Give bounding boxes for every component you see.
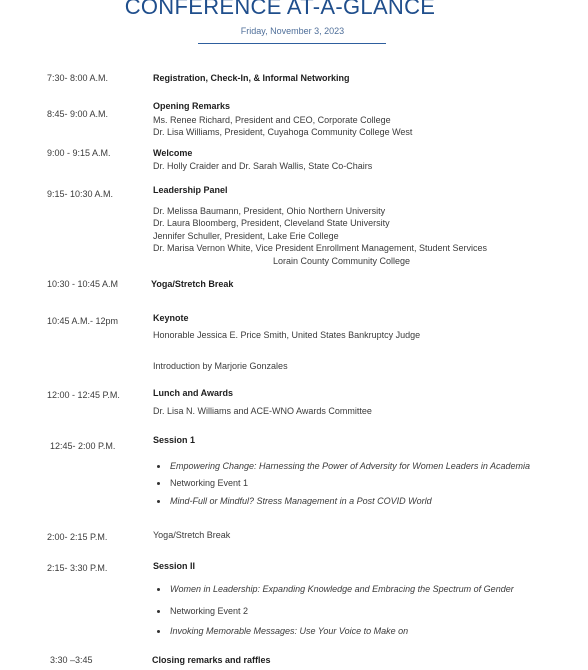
session-title: Leadership Panel [153,185,228,195]
list-item [170,626,408,636]
time: 2:00- 2:15 P.M. [47,532,108,542]
speaker-line: Dr. Marisa Vernon White, Vice President Enrollment Management, Student Services [153,243,487,253]
page-date: Friday, November 3, 2023 [240,26,345,36]
list-item [170,478,248,488]
bullet-icon [157,588,160,591]
list-item-label: Networking Event 2 [170,606,249,616]
time: 12:00 - 12:45 P.M. [47,390,120,400]
time: 3:30 –3:45 [50,655,93,665]
list-item [170,584,514,594]
time: 12:45- 2:00 P.M. [50,441,116,451]
session-title: Keynote [153,313,189,323]
page-title: CONFERENCE AT-A-GLANCE [124,0,436,19]
title-divider [198,43,386,44]
speaker-line: Lorain County Community College [273,256,411,266]
speaker-line: Dr. Holly Craider and Dr. Sarah Wallis, State Co-Chairs [153,161,373,171]
bullet-icon [157,630,160,633]
session-title: Registration, Check-In, & Informal Networking [153,73,350,83]
speaker-line: Dr. Melissa Baumann, President, Ohio Northern University [153,206,386,216]
time: 2:15- 3:30 P.M. [47,563,108,573]
list-item [170,496,432,506]
time: 7:30- 8:00 A.M. [47,73,109,83]
session-title: Opening Remarks [153,101,231,111]
speaker-line: Jennifer Schuller, President, Lake Erie College [153,231,339,241]
time: 10:30 - 10:45 A.M [47,279,119,289]
session-title: Yoga/Stretch Break [151,279,234,289]
session-title: Session II [153,561,196,571]
list-item-label: Women in Leadership: Expanding Knowledge and Embracing the Spectrum of Gender [170,584,514,594]
speaker-line: Introduction by Marjorie Gonzales [153,361,288,371]
time: 8:45- 9:00 A.M. [47,109,109,119]
list-item-label: Invoking Memorable Messages: Use Your Voice to Make on [170,626,409,636]
speaker-line: Dr. Lisa Williams, President, Cuyahoga Community College West [153,127,413,137]
speaker-line: Dr. Laura Bloomberg, President, Cleveland State University [153,218,390,228]
session-title: Welcome [153,148,193,158]
list-item-label: Networking Event 1 [170,478,249,488]
time: 9:00 - 9:15 A.M. [47,148,111,158]
session-title: Yoga/Stretch Break [153,530,231,540]
session-title: Session 1 [153,435,196,445]
list-item [170,606,248,616]
session-title: Lunch and Awards [153,388,234,398]
time: 9:15- 10:30 A.M. [47,189,114,199]
speaker-line: Honorable Jessica E. Price Smith, United States Bankruptcy Judge [153,330,421,340]
time: 10:45 A.M.- 12pm [47,316,119,326]
session-title: Closing remarks and raffles [152,655,271,665]
list-item-label: Empowering Change: Harnessing the Power of Adversity for Women Leaders in Academia [170,461,531,471]
bullet-icon [157,465,160,468]
bullet-icon [157,500,160,503]
bullet-icon [157,610,160,613]
list-item [170,461,530,471]
list-item-label: Mind-Full or Mindful? Stress Management in a Post COVID World [170,496,432,506]
speaker-line: Dr. Lisa N. Williams and ACE-WNO Awards Committee [153,406,372,416]
speaker-line: Ms. Renee Richard, President and CEO, Corporate College [153,115,391,125]
bullet-icon [157,482,160,485]
